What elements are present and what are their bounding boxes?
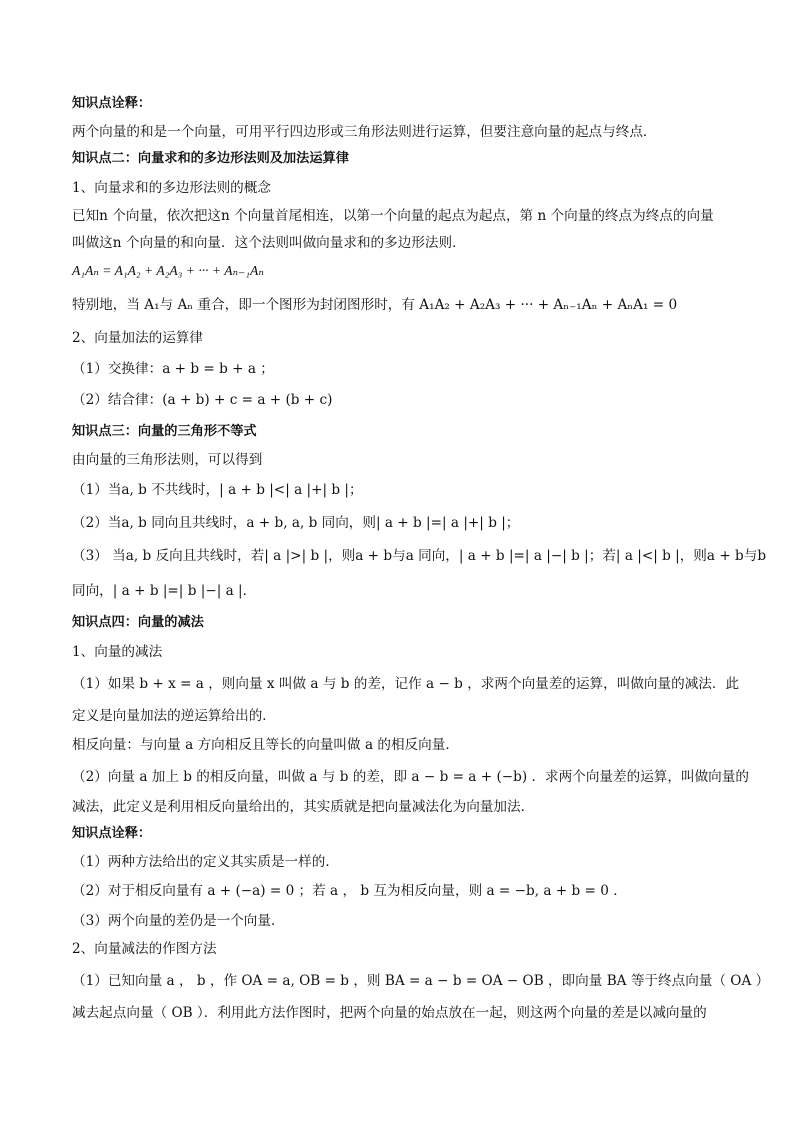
paragraph-opposite-vector: 相反向量：与向量 a 方向相反且等长的向量叫做 a 的相反向量． — [72, 737, 459, 753]
heading-annotation-1: 知识点诠释： — [72, 96, 152, 111]
subheading-subtraction: 1、向量的减法 — [72, 644, 163, 660]
paragraph-drawing-method-1: （1）已知向量 a ， b ，作 OA = a, OB = b ，则 BA = a − b = OA − OB ，即向量 BA 等于终点向量（ OA ） — [72, 973, 770, 989]
subheading-polygon-rule: 1、向量求和的多边形法则的概念 — [72, 180, 271, 196]
subheading-addition-laws: 2、向量加法的运算律 — [72, 330, 203, 346]
heading-knowledge-point-3: 知识点三：向量的三角形不等式 — [72, 424, 257, 439]
heading-knowledge-point-4: 知识点四：向量的减法 — [72, 615, 204, 630]
inequality-case-1: （1）当a, b 不共线时，| a + b |<| a |+| b |； — [72, 482, 363, 498]
paragraph-drawing-method-2: 减去起点向量（ OB ）．利用此方法作图时，把两个向量的始点放在一起，则这两个向量的差是以减向量的 — [72, 1005, 707, 1021]
heading-knowledge-point-2: 知识点二：向量求和的多边形法则及加法运算律 — [72, 151, 349, 166]
paragraph-triangle-rule: 由向量的三角形法则，可以得到 — [72, 452, 263, 468]
inequality-case-3: （3） 当a, b 反向且共线时，若| a |>| b |，则a + b与a 同向，| a + b |=| a |−| b |；若| a |<| b |，则a + b与b — [72, 548, 767, 564]
paragraph-subtraction-def-2-cont: 减法，此定义是利用相反向量给出的，其实质就是把向量减法化为向量加法． — [72, 799, 535, 815]
formula-polygon-sum: A₁Aₙ = A₁A₂ + A₂A₃ + ··· + Aₙ₋₁Aₙ — [72, 263, 264, 278]
paragraph-vector-sum: 两个向量的和是一个向量，可用平行四边形或三角形法则进行运算，但要注意向量的起点与终点． — [72, 124, 657, 140]
paragraph-subtraction-def-2: （2）向量 a 加上 b 的相反向量，叫做 a 与 b 的差，即 a − b = a + (−b) ．求两个向量差的运算，叫做向量的 — [72, 769, 749, 785]
paragraph-closed-figure: 特别地，当 A₁与 Aₙ 重合，即一个图形为封闭图形时，有 A₁A₂ + A₂A₃ + ··· + Aₙ₋₁Aₙ + AₙA₁ = 0 — [72, 297, 678, 313]
paragraph-polygon-rule-2: 叫做这n 个向量的和向量．这个法则叫做向量求和的多边形法则． — [72, 235, 466, 251]
inequality-case-2: （2）当a, b 同向且共线时，a + b, a, b 同向，则| a + b |=| a |+| b |； — [72, 515, 520, 531]
subheading-subtraction-drawing: 2、向量减法的作图方法 — [72, 941, 217, 957]
paragraph-subtraction-def-1-cont: 定义是向量加法的逆运算给出的． — [72, 708, 276, 724]
heading-annotation-2: 知识点诠释： — [72, 826, 152, 841]
law-commutative: （1）交换律：a + b = b + a ； — [72, 361, 274, 377]
paragraph-subtraction-def-1: （1）如果 b + x = a ，则向量 x 叫做 a 与 b 的差，记作 a − b ，求两个向量差的运算，叫做向量的减法．此 — [72, 676, 740, 692]
paragraph-polygon-rule-1: 已知n 个向量，依次把这n 个向量首尾相连，以第一个向量的起点为起点，第 n 个向量的终点为终点的向量 — [72, 208, 714, 224]
note-3: （3）两个向量的差仍是一个向量． — [72, 913, 285, 929]
note-1: （1）两种方法给出的定义其实质是一样的． — [72, 854, 339, 870]
note-2: （2）对于相反向量有 a + (−a) = 0 ；若 a ， b 互为相反向量，则 a = −b, a + b = 0 ． — [72, 883, 627, 899]
inequality-case-3-cont: 同向，| a + b |=| b |−| a |． — [72, 583, 257, 599]
law-associative: （2）结合律：(a + b) + c = a + (b + c) — [72, 392, 333, 408]
